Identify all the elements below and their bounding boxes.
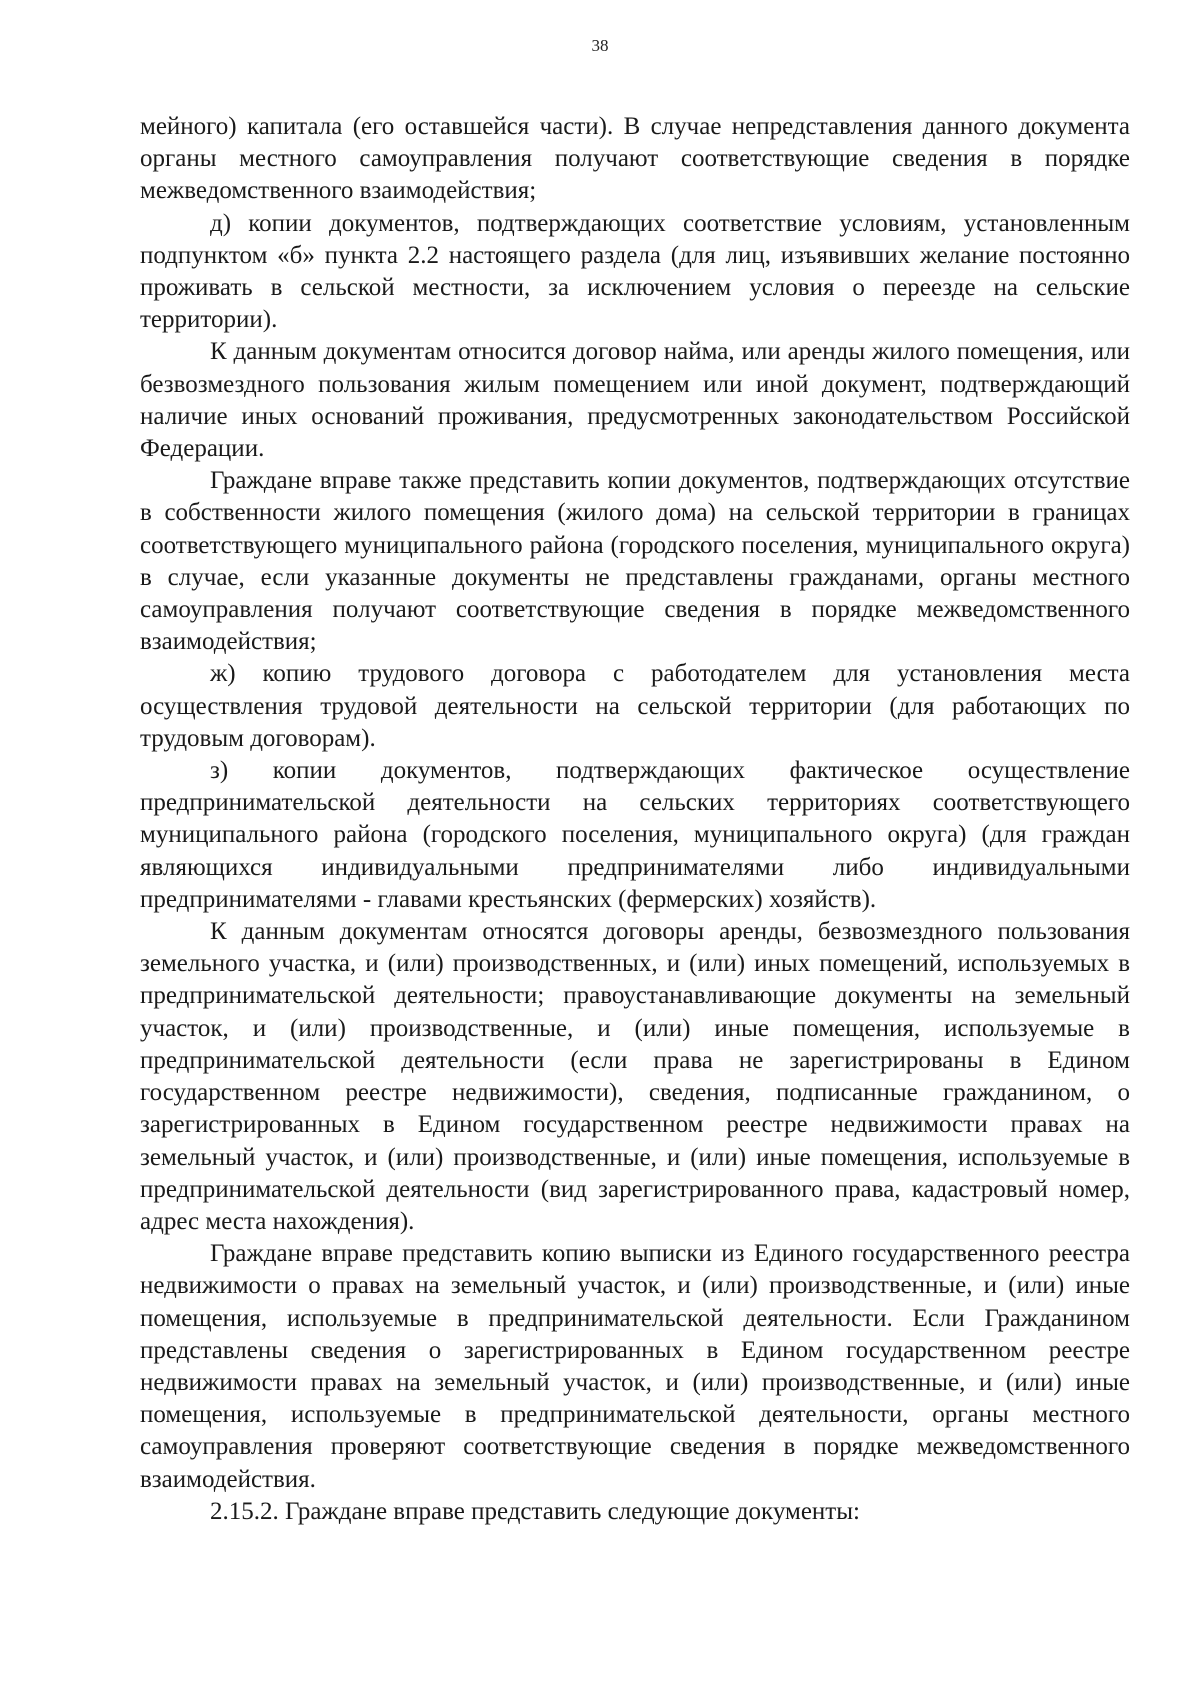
paragraph-item-d: д) копии документов, подтверждающих соответствие условиям, установленным подпунктом «б» пункта 2.2 настоящего раздела (для лиц, изъявивших желание постоянно проживать в сельской местности, за исключением условия о переезде на сельские территории). [140, 209, 1130, 334]
document-body [140, 111, 1130, 1528]
paragraph-registry-extract: Граждане вправе представить копию выписки из Единого государственного реестра недвижимости о правах на земельный участок, и (или) производственные, и (или) иные помещения, используемые в предпринимательской деятельности. Если Гражданином представлены сведения о зарегистрированных в Едином государственном реестре недвижимости правах на земельный участок, и (или) производственные, и (или) иные помещения, используемые в предпринимательской деятельности, органы местного самоуправления проверяют соответствующие сведения в порядке межведомственного взаимодействия. [140, 1240, 1130, 1493]
paragraph-business-documents: К данным документам относятся договоры аренды, безвозмездного пользования земельного участка, и (или) производственных, и (или) иных помещений, используемых в предпринимательской деятельности; правоустанавливающие документы на земельный участок, и (или) производственные, и (или) иные помещения, используемые в предпринимательской деятельности (если права не зарегистрированы в Едином государственном реестре недвижимости), сведения, подписанные гражданином, о зарегистрированных в Едином государственном реестре недвижимости правах на земельный участок, и (или) производственные, и (или) иные помещения, используемые в предпринимательской деятельности (вид зарегистрированного права, кадастровый номер, адрес места нахождения). [140, 918, 1130, 1235]
paragraph-housing-absence: Граждане вправе также представить копии документов, подтверждающих отсутствие в собственности жилого помещения (жилого дома) на сельской территории в границах соответствующего муниципального района (городского поселения, муниципального округа) в случае, если указанные документы не представлены гражданами, органы местного самоуправления получают соответствующие сведения в порядке межведомственного взаимодействия; [140, 467, 1130, 656]
paragraph-section-2-15-2: 2.15.2. Граждане вправе представить следующие документы: [210, 1497, 860, 1525]
paragraph-item-zh: ж) копию трудового договора с работодателем для установления места осуществления трудовой деятельности на сельской территории (для работающих по трудовым договорам). [140, 660, 1130, 752]
paragraph-lease-documents: К данным документам относится договор найма, или аренды жилого помещения, или безвозмездного пользования жилым помещением или иной документ, подтверждающий наличие иных оснований проживания, предусмотренных законодательством Российской Федерации. [140, 338, 1130, 463]
paragraph-continuation: мейного) капитала (его оставшейся части). В случае непредставления данного документа органы местного самоуправления получают соответствующие сведения в порядке межведомственного взаимодействия; [140, 113, 1130, 205]
page-number: 38 [591, 36, 609, 55]
paragraph-item-z: з) копии документов, подтверждающих фактическое осуществление предпринимательской деятельности на сельских территориях соответствующего муниципального района (городского поселения, муниципального округа) (для граждан являющихся индивидуальными предпринимателями либо индивидуальными предпринимателями - главами крестьянских (фермерских) хозяйств). [140, 757, 1130, 913]
